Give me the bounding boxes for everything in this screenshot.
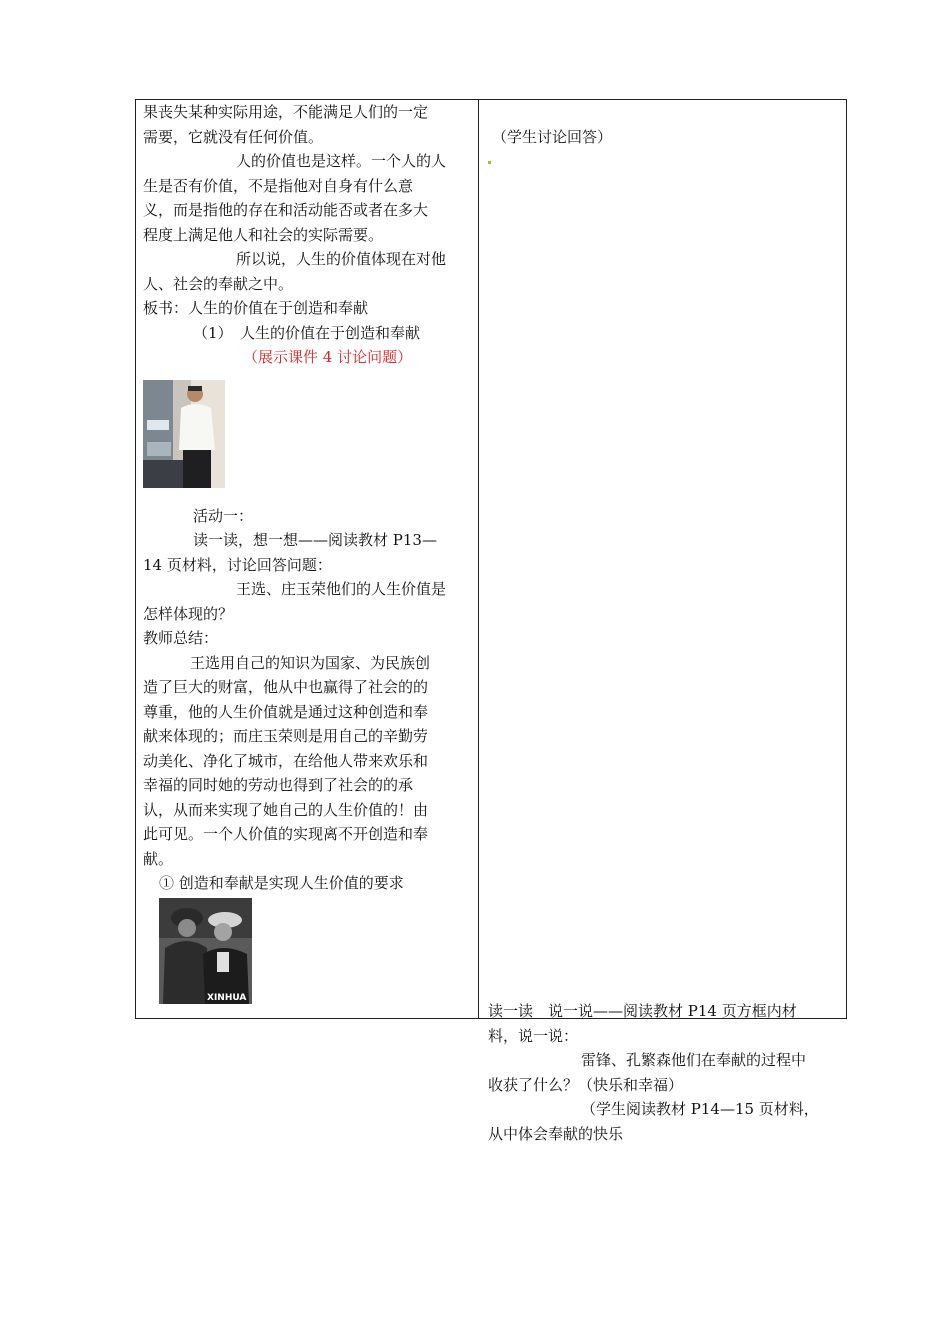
text-line: 读一读，想一想——阅读教材 P13— — [193, 531, 437, 549]
text-line: 幸福的同时她的劳动也得到了社会的的承 — [143, 776, 414, 794]
text-line: 造了巨大的财富，他从中也赢得了社会的的 — [143, 678, 429, 696]
text-line: 王选用自己的知识为国家、为民族创 — [190, 653, 431, 672]
text-line: （学生阅读教材 P14—15 页材料， — [581, 1100, 819, 1118]
wang-xuan-photo — [143, 380, 225, 488]
column-divider — [478, 99, 479, 1019]
text-line: 怎样体现的？ — [143, 604, 234, 623]
text-line: 尊重，他的人生价值就是通过这种创造和奉 — [143, 702, 429, 721]
text-line: 义，而是指他的存在和活动能否或者在多大 — [143, 201, 429, 219]
text-line: 人、社会的奉献之中。 — [143, 274, 294, 293]
text-line: 所以说，人生的价值体现在对他 — [236, 250, 447, 268]
text-line: 雷锋、孔繁森他们在奉献的过程中 — [581, 1051, 807, 1069]
text-line: 需要，它就没有任何价值。 — [143, 127, 324, 146]
text-line: 王选、庄玉荣他们的人生价值是 — [236, 580, 447, 598]
text-line: 从中体会奉献的快乐 — [488, 1124, 624, 1143]
text-line: 程度上满足他人和社会的实际需要。 — [143, 225, 384, 244]
text-line: 生是否有价值，不是指他对自身有什么意 — [143, 176, 414, 195]
right-column-reading — [488, 999, 838, 1146]
people-photo — [159, 898, 252, 1004]
courseware-note: （展示课件 4 讨论问题） — [243, 348, 413, 366]
text-line: 人的价值也是这样。一个人的人 — [236, 152, 447, 170]
blackboard-heading: 板书：人生的价值在于创造和奉献 — [143, 299, 369, 317]
subsection-heading: ① 创造和奉献是实现人生价值的要求 — [159, 874, 404, 892]
text-line: 此可见。一个人价值的实现离不开创造和奉 — [143, 825, 429, 843]
text-line: 果丧失某种实际用途，不能满足人们的一定 — [143, 103, 429, 121]
teacher-summary-heading: 教师总结： — [143, 629, 219, 647]
text-line: 认，从而来实现了她自己的人生价值的！由 — [143, 800, 429, 819]
text-line: 动美化、净化了城市，在给他人带来欢乐和 — [143, 751, 429, 770]
left-column — [143, 100, 473, 1004]
text-line: 14 页材料，讨论回答问题： — [143, 555, 332, 574]
section-heading: （1） 人生的价值在于创造和奉献 — [193, 323, 421, 342]
photo-watermark: XINHUA — [207, 992, 247, 1003]
text-line: 献。 — [143, 849, 174, 868]
margin-mark — [488, 161, 491, 164]
text-line: 读一读 说一说——阅读教材 P14 页方框内材 — [488, 1002, 797, 1020]
text-line: 献来体现的；而庄玉荣则是用自己的辛勤劳 — [143, 727, 429, 745]
text-line: 料，说一说： — [488, 1026, 579, 1045]
right-column — [488, 125, 838, 999]
activity-title: 活动一： — [193, 506, 254, 525]
text-line: 收获了什么？（快乐和幸福） — [488, 1075, 684, 1094]
student-answer-note: （学生讨论回答） — [492, 128, 613, 146]
